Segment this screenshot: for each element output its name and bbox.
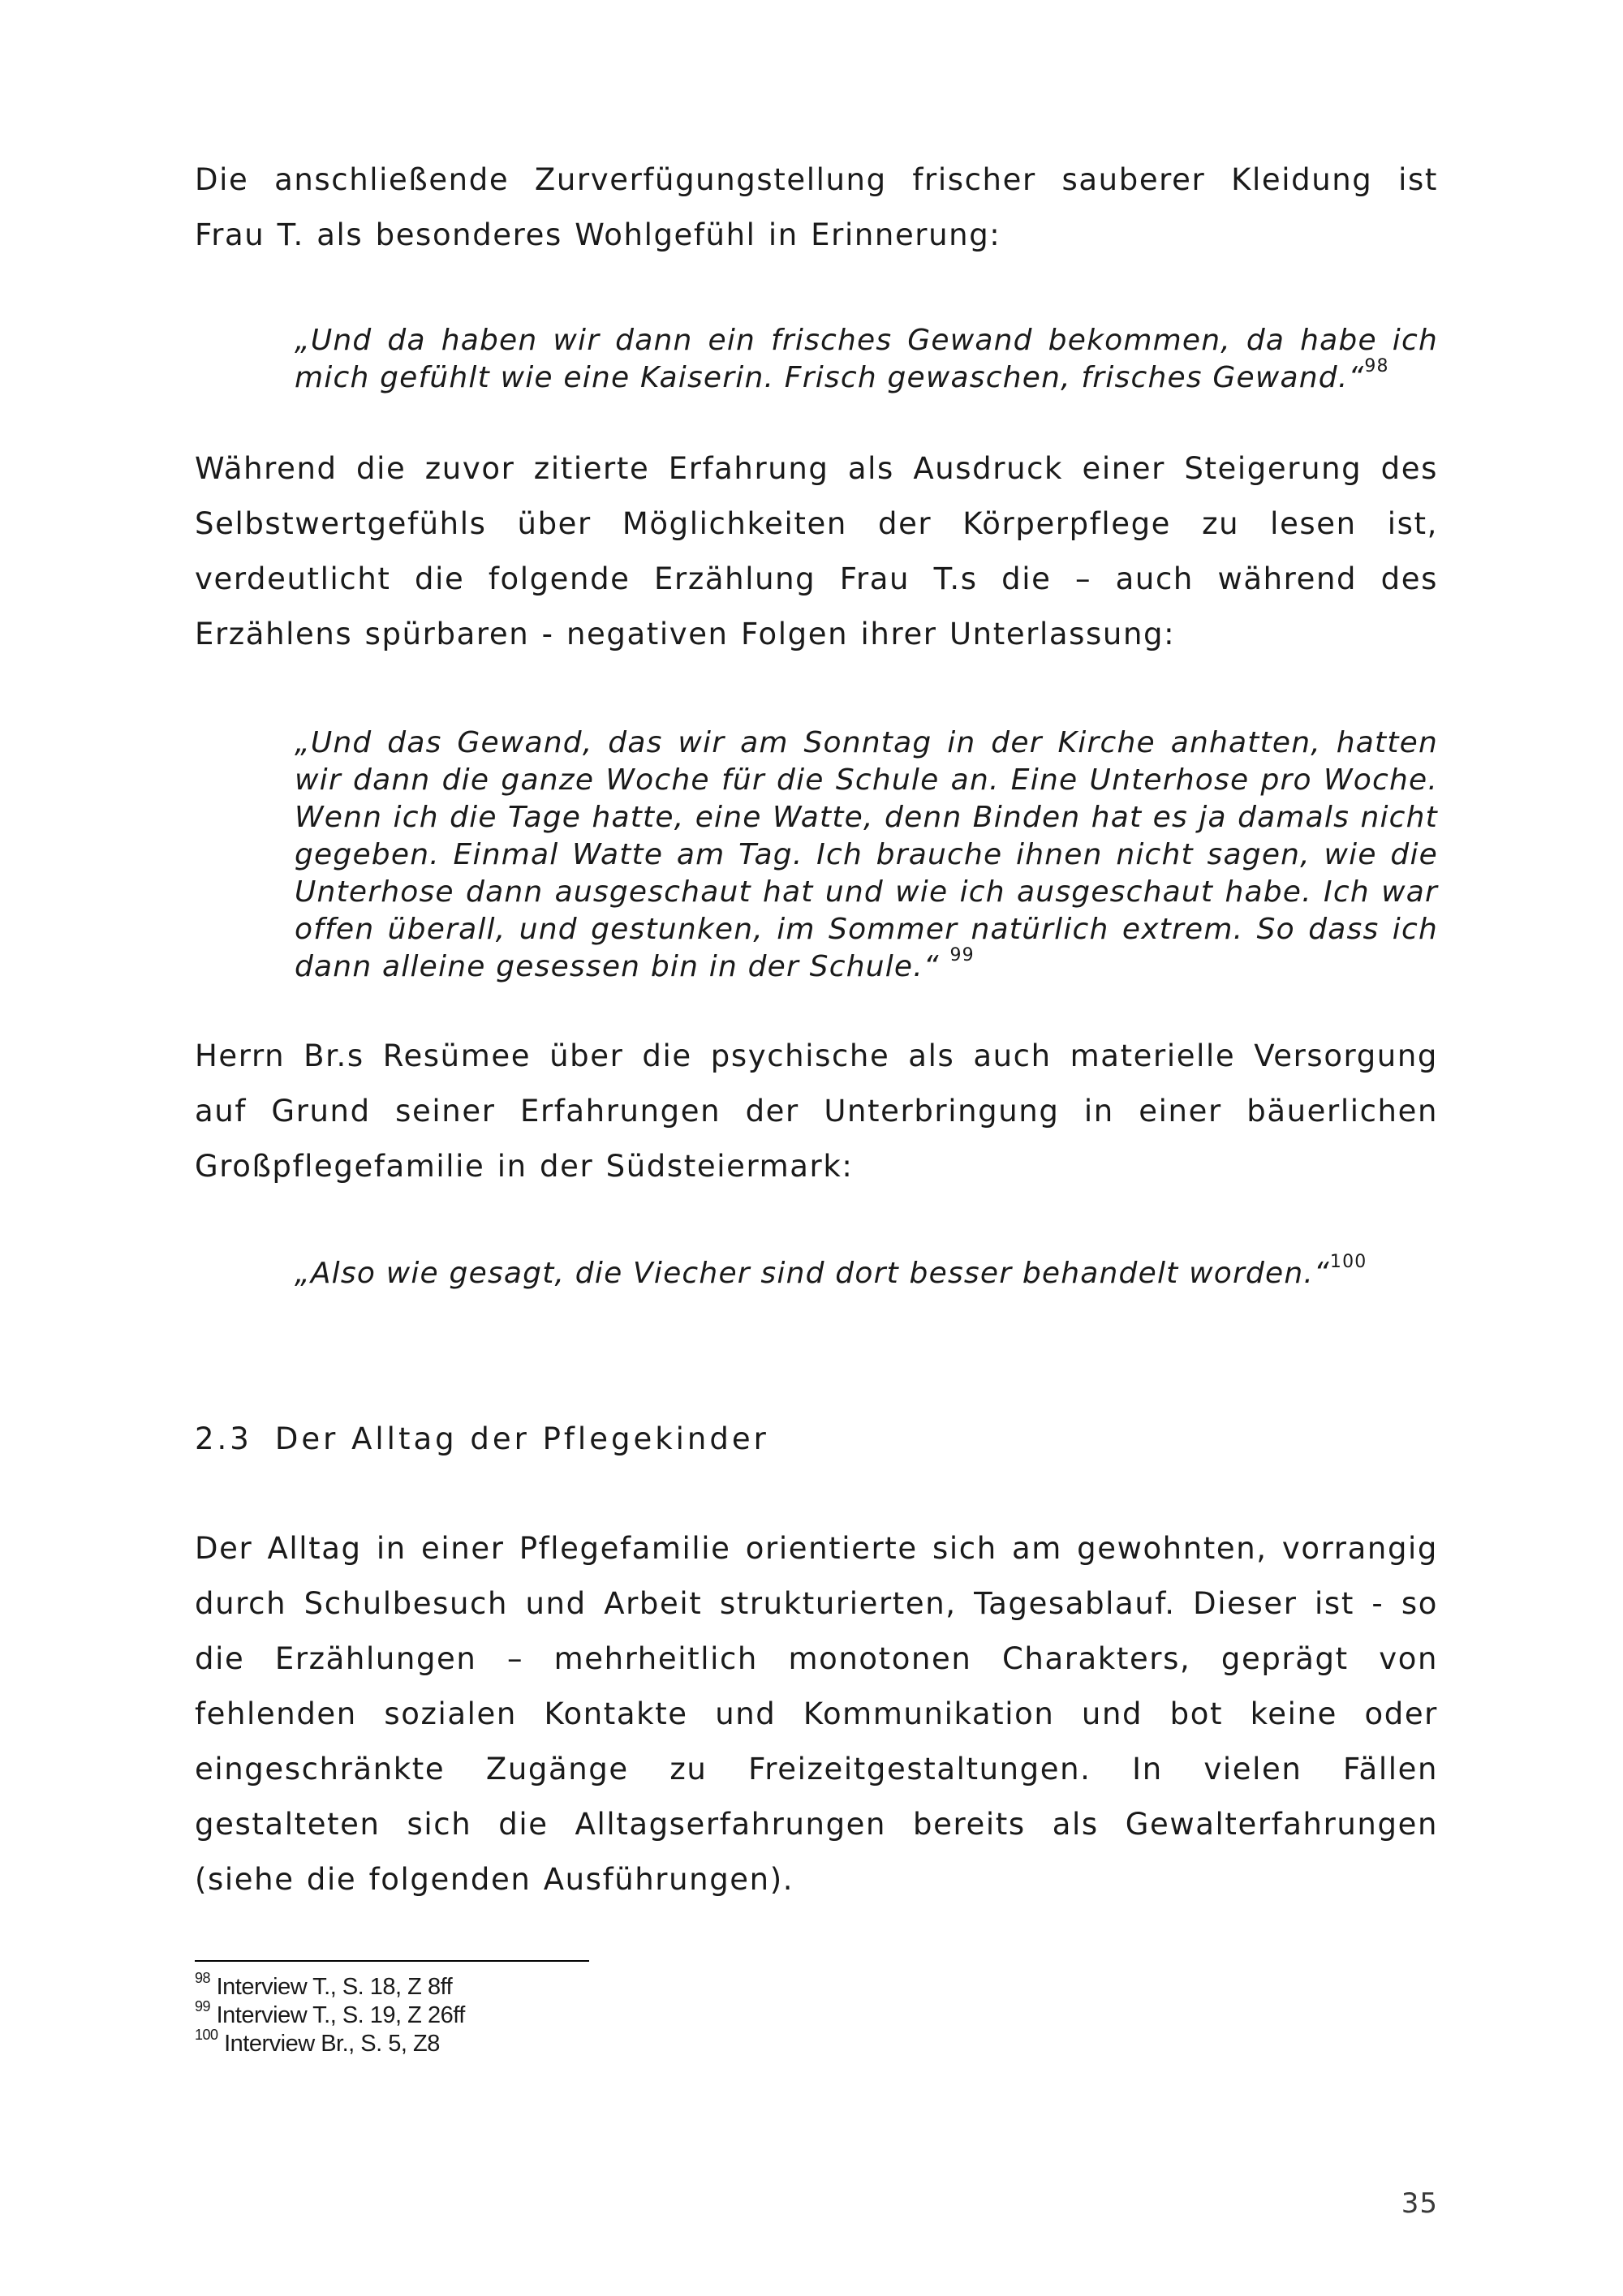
paragraph-everyday-life: Der Alltag in einer Pflegefamilie orientierte sich am gewohnten, vorrangig durch Schulbesuch und Arbeit strukturierten, Tagesablauf. Dieser ist - so die Erzählungen – mehrheitlich monotonen Charakters, geprägt von fehlenden sozialen Kontakte und Kommunikation und bot keine oder eingeschränkte Zugänge zu Freizeitgestaltungen. In vielen Fällen gestalteten sich die Alltagserfahrungen bereits als Gewalterfahrungen (siehe die folgenden Ausführungen). bbox=[195, 1531, 1438, 1897]
paragraph-body-care: Während die zuvor zitierte Erfahrung als Ausdruck einer Steigerung des Selbstwertgefühls über Möglichkeiten der Körperpflege zu lesen ist, verdeutlicht die folgende Erzählung Frau T.s die – auch während des Erzählens spürbaren - negativen Folgen ihrer Unterlassung: bbox=[195, 451, 1438, 651]
quote-text: „Und da haben wir dann ein frisches Gewand bekommen, da habe ich mich gefühlt wie eine Kaiserin. Frisch gewaschen, frisches Gewand.“ bbox=[295, 324, 1438, 394]
section-title: Der Alltag der Pflegekinder bbox=[274, 1421, 769, 1456]
quote-text: „Also wie gesagt, die Viecher sind dort besser behandelt worden.“ bbox=[295, 1257, 1330, 1290]
footnote-text: Interview Br., S. 5, Z8 bbox=[224, 2031, 440, 2057]
footnote-separator bbox=[195, 1960, 589, 1962]
footnote-99 bbox=[195, 1998, 844, 2030]
footnote-ref-99[interactable]: 99 bbox=[949, 945, 975, 965]
paragraph-clothing-intro: Die anschließende Zurverfügungstellung frischer sauberer Kleidung ist Frau T. als besonderes Wohlgefühl in Erinnerung: bbox=[195, 162, 1438, 252]
quote-block-99 bbox=[295, 724, 1438, 986]
footnote-100 bbox=[195, 2027, 844, 2058]
footnote-text: Interview T., S. 19, Z 26ff bbox=[216, 2002, 465, 2028]
footnotes bbox=[195, 1970, 844, 2058]
footnote-ref-100[interactable]: 100 bbox=[1329, 1252, 1367, 1272]
quote-block-98 bbox=[295, 322, 1438, 397]
page-number: 35 bbox=[1401, 2187, 1438, 2220]
footnote-98 bbox=[195, 1970, 844, 2001]
section-number: 2.3 bbox=[195, 1421, 252, 1456]
footnote-number: 98 bbox=[195, 1970, 211, 1987]
paragraph-resume: Herrn Br.s Resümee über die psychische als auch materielle Versorgung auf Grund seiner Erfahrungen der Unterbringung in einer bäuerlichen Großpflegefamilie in der Südsteiermark: bbox=[195, 1038, 1438, 1184]
footnote-number: 100 bbox=[195, 2027, 218, 2044]
quote-block-100 bbox=[295, 1252, 1438, 1292]
footnote-ref-98[interactable]: 98 bbox=[1364, 356, 1389, 376]
section-heading bbox=[195, 1421, 769, 1456]
footnote-number: 99 bbox=[195, 1998, 211, 2015]
quote-text: „Und das Gewand, das wir am Sonntag in der Kirche anhatten, hatten wir dann die ganze Woche für die Schule an. Eine Unterhose pro Woche. Wenn ich die Tage hatte, eine Watte, denn Binden hat es ja damals nicht gegeben. Einmal Watte am Tag. Ich brauche ihnen nicht sagen, wie die Unterhose dann ausgeschaut hat und wie ich ausgeschaut habe. Ich war offen überall, und gestunken, im Sommer natürlich extrem. So dass ich dann alleine gesessen bin in der Schule.“ bbox=[295, 726, 1438, 983]
footnote-text: Interview T., S. 18, Z 8ff bbox=[216, 1974, 453, 2000]
